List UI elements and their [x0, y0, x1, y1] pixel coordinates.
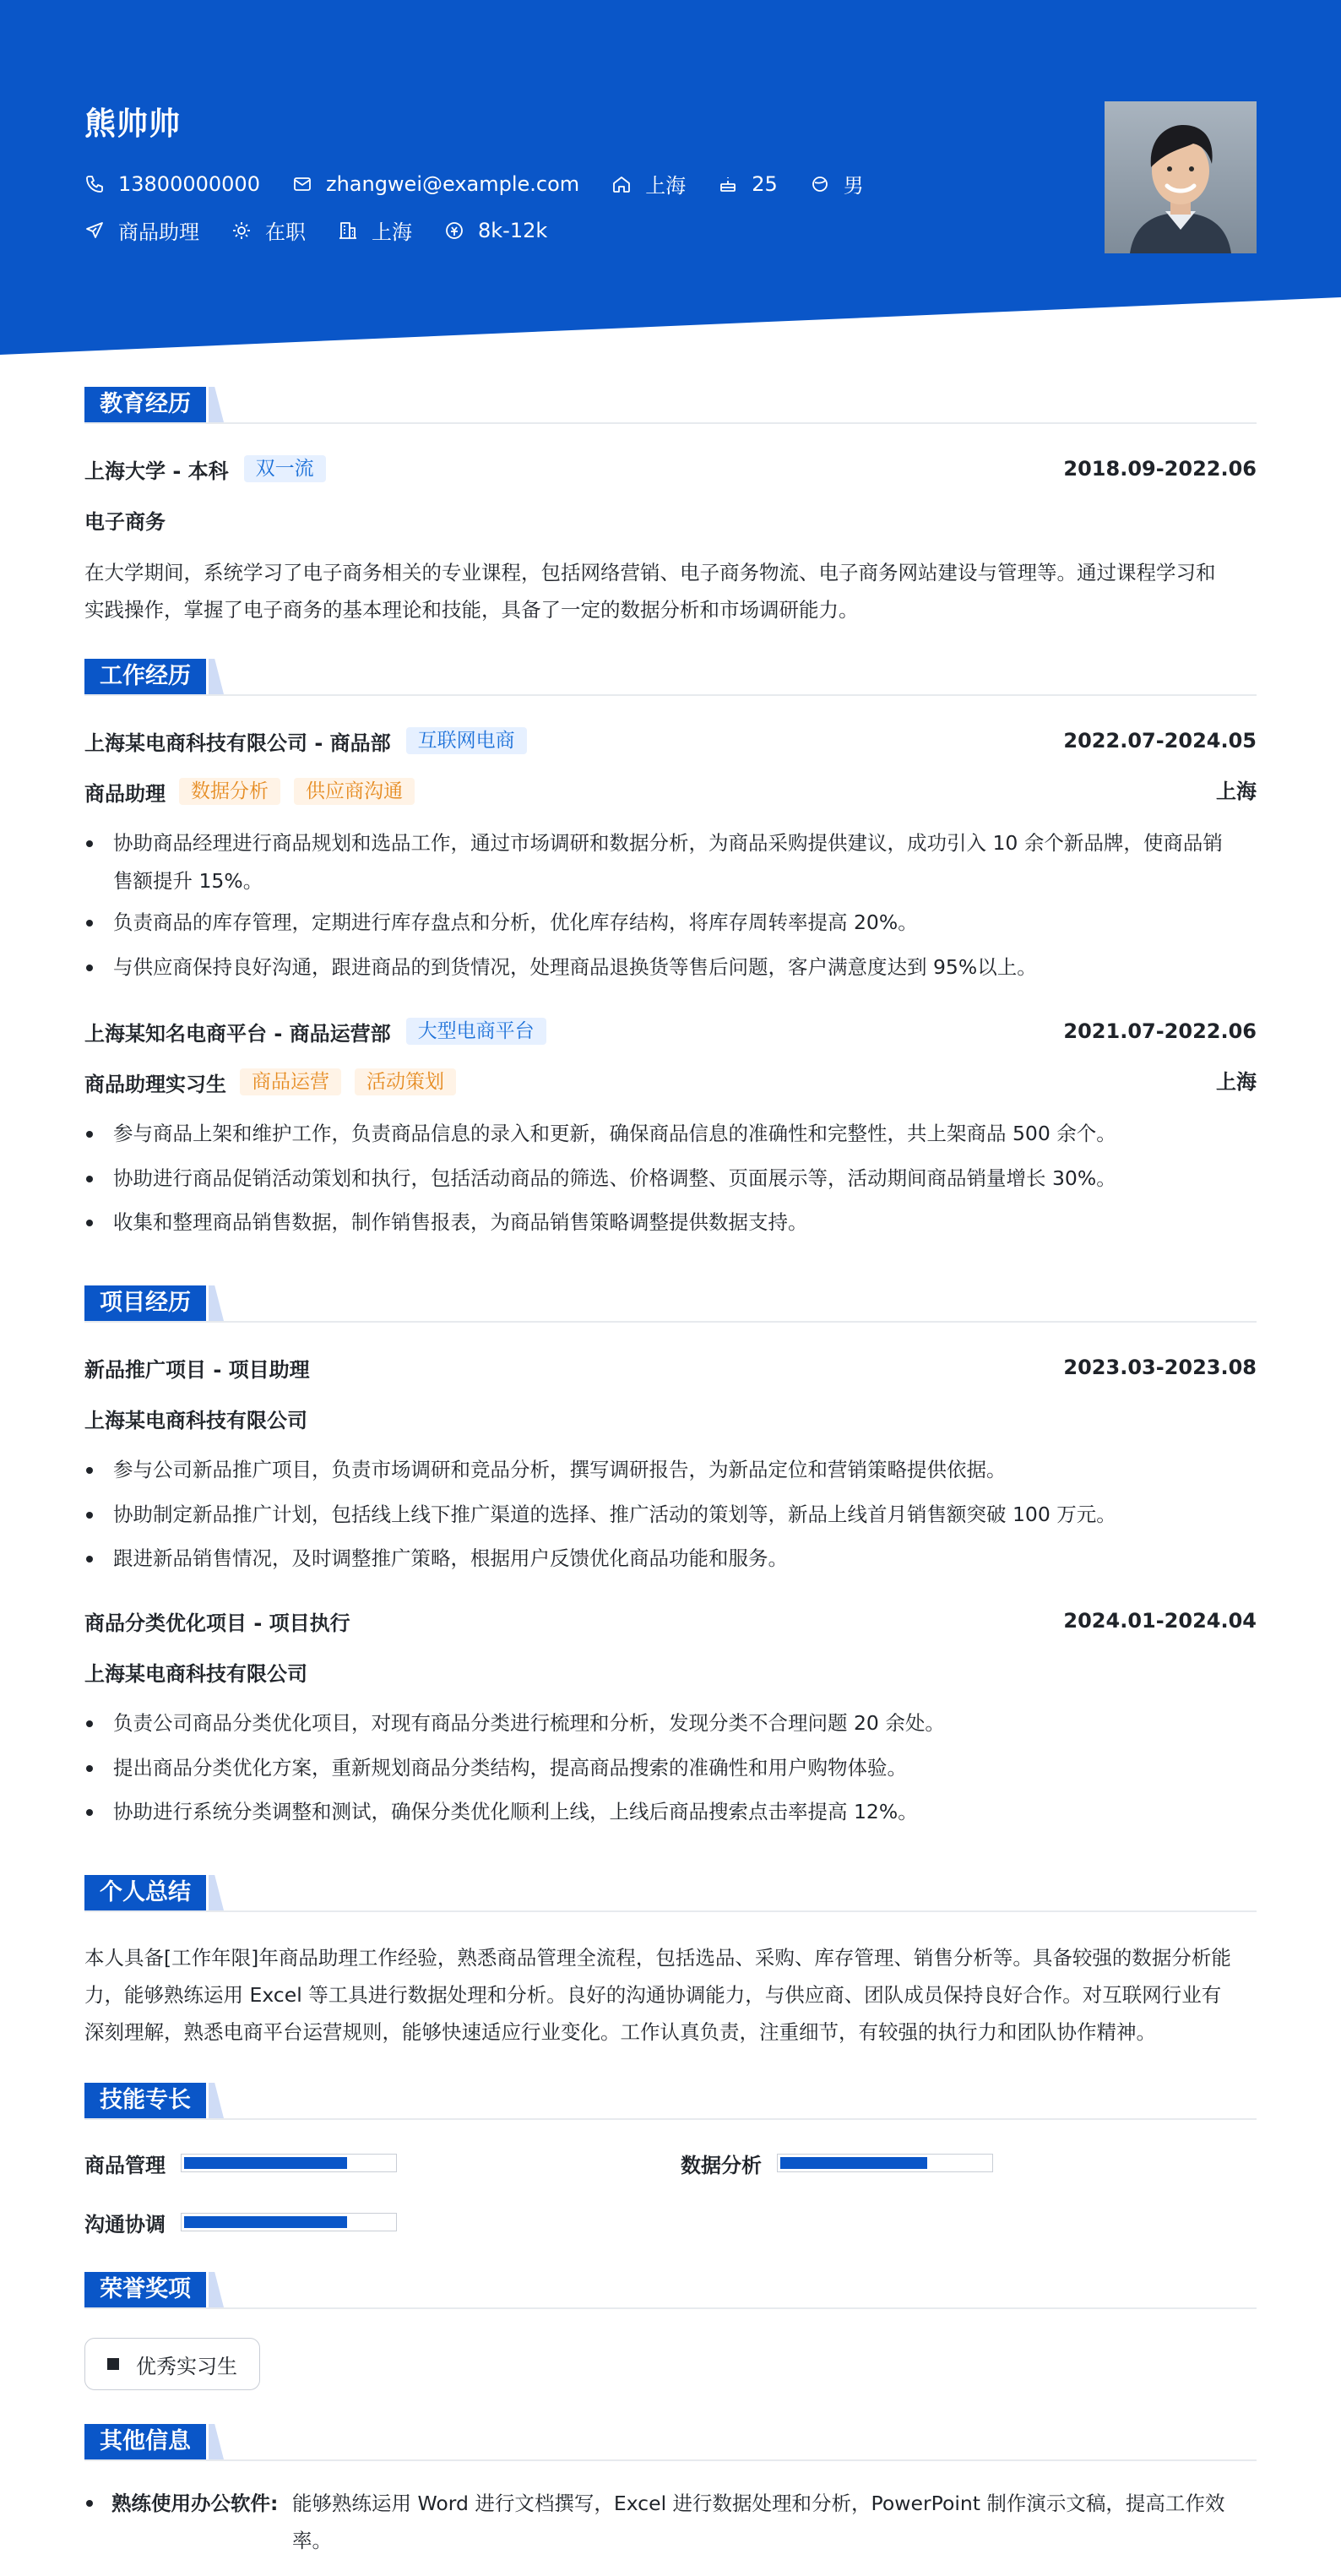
project-company-row — [84, 1404, 1257, 1432]
bullet-line: 协助商品经理进行商品规划和选品工作，通过市场调研和数据分析，为商品采购提供建议，成功引入 10 余个新品牌，使商品销 — [113, 831, 1223, 855]
education-description — [84, 554, 1257, 628]
summary-line: 力，能够熟练运用 Excel 等工具进行数据处理和分析。良好的沟通协调能力，与供应商、团队成员保持良好合作。对互联网行业有 — [84, 1983, 1222, 2007]
job-header — [84, 726, 1257, 755]
title-decoration — [209, 2424, 224, 2459]
company-name: 上海某知名电商平台 - 商品运营部 — [84, 1021, 391, 1046]
project-bullet: 协助进行系统分类调整和测试，确保分类优化顺利上线，上线后商品搜索点击率提高 12%。 — [84, 1793, 1257, 1831]
cake-icon — [718, 174, 738, 194]
job-city: 上海 — [1216, 780, 1257, 803]
project-date: 2024.01-2024.04 — [1063, 1609, 1257, 1633]
title-decoration — [209, 1285, 224, 1321]
company-tag: 互联网电商 — [406, 727, 527, 754]
status-icon — [231, 220, 252, 241]
section-header — [84, 387, 1257, 424]
skill-label: 数据分析 — [681, 2153, 762, 2177]
company-tag: 大型电商平台 — [406, 1018, 546, 1045]
project-bullet: 负责公司商品分类优化项目，对现有商品分类进行梳理和分析，发现分类不合理问题 20 余处。 — [84, 1704, 1257, 1742]
job-bullet: 参与商品上架和维护工作，负责商品信息的录入和更新，确保商品信息的准确性和完整性，共上架商品 500 余个。 — [84, 1115, 1257, 1153]
status-text: 在职 — [265, 220, 306, 244]
summary-text — [84, 1939, 1257, 2051]
skill-fill — [184, 2216, 347, 2228]
role-title: 商品助理实习生 — [84, 1072, 226, 1096]
contact-phone — [84, 172, 260, 196]
school-name: 上海大学 - 本科 — [84, 459, 229, 483]
project-bullet: 提出商品分类优化方案，重新规划商品分类结构，提高商品搜索的准确性和用户购物体验。 — [84, 1749, 1257, 1787]
location-text: 上海 — [645, 174, 687, 198]
contact-location — [611, 169, 686, 198]
intent-salary — [444, 219, 547, 242]
contact-row — [84, 169, 896, 198]
job-intent-row — [84, 215, 579, 245]
project-name: 商品分类优化项目 - 项目执行 — [84, 1611, 350, 1635]
job-date: 2021.07-2022.06 — [1063, 1019, 1257, 1043]
skill-bar — [181, 2213, 397, 2231]
skill-tag: 商品运营 — [240, 1068, 341, 1095]
role-row — [84, 777, 1257, 806]
education-line: 实践操作，掌握了电子商务的基本理论和技能，具备了一定的数据分析和市场调研能力。 — [84, 598, 859, 622]
title-decoration — [209, 2272, 224, 2307]
major-row — [84, 505, 1257, 534]
section-header — [84, 2272, 1257, 2309]
home-icon — [611, 174, 632, 194]
city-text: 上海 — [372, 220, 412, 244]
candidate-name: 熊帅帅 — [84, 106, 181, 142]
skill-item — [84, 2149, 397, 2177]
contact-gender — [810, 169, 864, 198]
intent-position — [84, 215, 199, 245]
skill-bar — [181, 2154, 397, 2172]
section-header — [84, 2424, 1257, 2461]
other-key: 熟练使用办公软件: — [111, 2492, 279, 2515]
project-company-row — [84, 1657, 1257, 1686]
salary-icon — [444, 220, 464, 241]
skill-fill — [780, 2157, 927, 2169]
section-title: 教育经历 — [84, 387, 206, 422]
project-bullet: 参与公司新品推广项目，负责市场调研和竞品分析，撰写调研报告，为新品定位和营销策略提供依据。 — [84, 1451, 1257, 1489]
position-text: 商品助理 — [118, 220, 199, 244]
bullet-line: 售额提升 15%。 — [113, 869, 263, 893]
skill-bar — [777, 2154, 993, 2172]
skill-label: 沟通协调 — [84, 2212, 166, 2236]
award-text: 优秀实习生 — [136, 2354, 237, 2378]
age-text: 25 — [752, 171, 778, 196]
other-line: 能够熟练运用 Word 进行文档撰写，Excel 进行数据处理和分析，PowerPoint 制作演示文稿，提高工作效 — [292, 2492, 1225, 2515]
project-company: 上海某电商科技有限公司 — [84, 1408, 307, 1432]
section-title: 项目经历 — [84, 1285, 206, 1321]
skill-tag: 供应商沟通 — [294, 778, 415, 805]
project-header — [84, 1606, 1257, 1635]
job-bullet — [84, 824, 1257, 900]
project-bullet: 跟进新品销售情况，及时调整推广策略，根据用户反馈优化商品功能和服务。 — [84, 1540, 1257, 1578]
education-row — [84, 454, 1257, 483]
project-company: 上海某电商科技有限公司 — [84, 1661, 307, 1686]
section-title: 技能专长 — [84, 2083, 206, 2118]
avatar — [1105, 101, 1257, 253]
role-title: 商品助理 — [84, 781, 166, 806]
section-header — [84, 2083, 1257, 2120]
section-header — [84, 1875, 1257, 1912]
square-bullet-icon — [107, 2358, 119, 2370]
skill-tag: 数据分析 — [179, 778, 280, 805]
contact-email — [292, 172, 579, 196]
project-date: 2023.03-2023.08 — [1063, 1356, 1257, 1379]
job-header — [84, 1017, 1257, 1046]
job-bullet: 协助进行商品促销活动策划和执行，包括活动商品的筛选、价格调整、页面展示等，活动期间商品销量增长 30%。 — [84, 1160, 1257, 1198]
role-row — [84, 1068, 1257, 1096]
section-title: 工作经历 — [84, 659, 206, 694]
gender-text: 男 — [843, 174, 864, 198]
education-line: 在大学期间，系统学习了电子商务相关的专业课程，包括网络营销、电子商务物流、电子商务网站建设与管理等。通过课程学习和 — [84, 561, 1216, 584]
title-decoration — [209, 387, 224, 422]
title-decoration — [209, 1875, 224, 1910]
skill-fill — [184, 2157, 347, 2169]
project-bullet: 协助制定新品推广计划，包括线上线下推广渠道的选择、推广活动的策划等，新品上线首月销售额突破 100 万元。 — [84, 1496, 1257, 1534]
job-bullet: 与供应商保持良好沟通，跟进商品的到货情况，处理商品退换货等售后问题，客户满意度达到 95%以上。 — [84, 948, 1257, 986]
send-icon — [84, 220, 105, 241]
job-date: 2022.07-2024.05 — [1063, 729, 1257, 753]
skill-item — [681, 2149, 993, 2177]
job-city: 上海 — [1216, 1070, 1257, 1094]
building-icon — [338, 220, 358, 241]
summary-line: 本人具备[工作年限]年商品助理工作经验，熟悉商品管理全流程，包括选品、采购、库存管理、销售分析等。具备较强的数据分析能 — [84, 1946, 1231, 1970]
project-header — [84, 1353, 1257, 1382]
section-title: 个人总结 — [84, 1875, 206, 1910]
contact-age — [718, 172, 778, 196]
skill-label: 商品管理 — [84, 2153, 166, 2177]
title-decoration — [209, 659, 224, 694]
section-title: 荣誉奖项 — [84, 2272, 206, 2307]
section-title: 其他信息 — [84, 2424, 206, 2459]
email-text: zhangwei@example.com — [325, 171, 580, 196]
other-value — [292, 2485, 1257, 2559]
job-bullet: 收集和整理商品销售数据，制作销售报表，为商品销售策略调整提供数据支持。 — [84, 1204, 1257, 1242]
section-header — [84, 1285, 1257, 1323]
skill-item — [84, 2208, 397, 2236]
other-line: 率。 — [292, 2529, 332, 2552]
company-name: 上海某电商科技有限公司 - 商品部 — [84, 731, 391, 755]
intent-status — [231, 215, 306, 245]
title-decoration — [209, 2083, 224, 2118]
skill-tag: 活动策划 — [355, 1068, 456, 1095]
education-date: 2018.09-2022.06 — [1063, 457, 1257, 481]
phone-text: 13800000000 — [118, 171, 260, 196]
salary-text: 8k-12k — [478, 218, 548, 242]
phone-icon — [84, 174, 105, 194]
gender-icon — [810, 174, 830, 194]
job-bullet: 负责商品的库存管理，定期进行库存盘点和分析，优化库存结构，将库存周转率提高 20%。 — [84, 904, 1257, 942]
school-tag: 双一流 — [244, 455, 326, 482]
major: 电子商务 — [84, 509, 166, 534]
project-name: 新品推广项目 - 项目助理 — [84, 1357, 310, 1382]
intent-city — [338, 215, 412, 245]
mail-icon — [292, 174, 312, 194]
bullet-dot — [86, 2500, 93, 2507]
summary-line: 深刻理解，熟悉电商平台运营规则，能够快速适应行业变化。工作认真负责，注重细节，有较强的执行力和团队协作精神。 — [84, 2020, 1156, 2044]
award-badge — [84, 2338, 260, 2390]
section-header — [84, 659, 1257, 696]
